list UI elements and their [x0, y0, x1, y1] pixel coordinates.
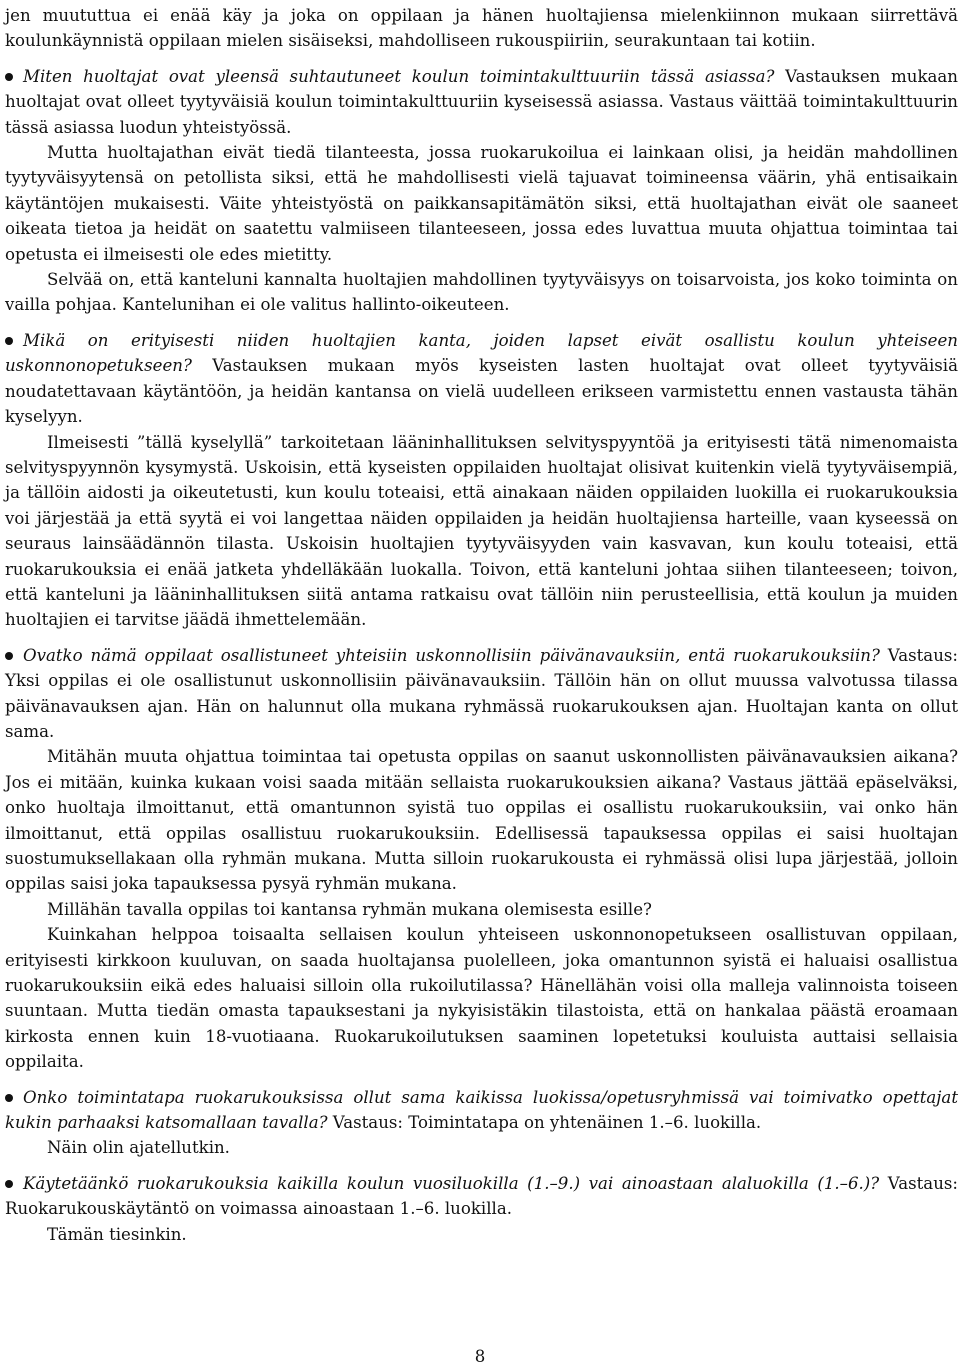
question-item [5, 1085, 958, 1161]
answer-text: Vastauksen mukaan myös kyseisten lasten huoltajat ovat olleet tyytyväisiä noudatettavaan käytäntöön, ja heidän kantansa on vielä uudelleen erikseen varmistettu ennen vastausta tähän kyselyyn. [5, 356, 958, 427]
answer-text: Vastaus: Toimintatapa on yhtenäinen 1.–6. luokilla. [332, 1113, 762, 1133]
bullet-icon [5, 652, 13, 660]
question-item [5, 64, 958, 318]
question-item [5, 328, 958, 633]
commentary-paragraph: Kuinkahan helppoa toisaalta sellaisen koulun yhteiseen uskonnonopetukseen osallistuvan oppilaan, erityisesti kirkkoon kuuluvan, on saada huoltajansa puolelleen, joka omantunnon syistä ei haluaisi osallistua ruokarukouksiin eikä edes haluaisi silloin olla rukoilutilassa? Hänellähän voisi olla malleja valinnoista toiseen suuntaan. Mutta tiedän omasta tapauksestani ja nykyisistäkin tilastoista, että on hankalaa päästä eroamaan kirkosta ennen kuin 18-vuotiaana. Ruokarukoilutuksen saaminen lopetetuksi kouluista auttaisi sellaisia oppilaita. [5, 925, 958, 1072]
answer-text: Vastauksen mukaan huoltajat ovat olleet tyytyväisiä koulun toimintakulttuuriin kyseisessä asiassa. Vastaus väittää toimintakulttuurin tässä asiassa luodun yhteistyössä. [5, 66, 958, 137]
bullet-icon [5, 73, 13, 81]
question-paragraph [5, 643, 958, 745]
question-paragraph [5, 1085, 958, 1136]
answer-text: Vastaus: Ruokarukouskäytäntö on voimassa ainoastaan 1.–6. luokilla. [5, 1173, 958, 1219]
page-number: 8 [474, 1347, 486, 1366]
commentary-paragraph: Mitähän muuta ohjattua toimintaa tai opetusta oppilas on saanut uskonnollisten päivänavauksien aikana? Jos ei mitään, kuinka kukaan voisi saada mitään sellaista ruokarukouksien aikana? Vastaus jättää epäselväksi, onko huoltaja ilmoittanut, että omantunnon syistä tuo oppilas ei osallistu ruokarukouksiin, vai onko hän ilmoittanut, että oppilas osallistuu ruokarukouksiin. Edellisessä tapauksessa oppilas ei saisi huoltajan suostumuksellakaan olla ryhmän mukana. Mutta silloin ruokarukousta ei ryhmässä olisi lupa järjestää, jolloin oppilas saisi joka tapauksessa pysyä ryhmän mukana. [5, 747, 958, 894]
commentary-paragraph: Selvää on, että kanteluni kannalta huoltajien mahdollinen tyytyväisyys on toisarvoista, jos koko toiminta on vailla pohjaa. Kantelunihan ei ole valitus hallinto-oikeuteen. [5, 270, 958, 315]
question-text: Onko toimintatapa ruokarukouksissa ollut sama kaikissa luokissa/opetusryhmissä vai toimivatko opettajat kukin parhaaksi katsomallaan tavalla? [5, 1087, 958, 1133]
bullet-icon [5, 337, 13, 345]
question-text: Miten huoltajat ovat yleensä suhtautuneet koulun toimintakulttuuriin tässä asiassa? [23, 66, 775, 86]
question-text: Käytetäänkö ruokarukouksia kaikilla koulun vuosiluokilla (1.–9.) vai ainoastaan alaluokilla (1.–6.)? [23, 1173, 880, 1193]
question-paragraph [5, 328, 958, 430]
question-paragraph [5, 1171, 958, 1222]
question-item [5, 643, 958, 1075]
commentary-paragraph: Tämän tiesinkin. [47, 1224, 187, 1244]
intro-paragraph: jen muututtua ei enää käy ja joka on oppilaan ja hänen huoltajiensa mielenkiinnon mukaan siirrettävä koulunkäynnistä oppilaan mielen sisäiseksi, mahdolliseen rukouspiiriin, seurakuntaan tai kotiin. [5, 6, 958, 51]
question-list [5, 64, 958, 1247]
question-text: Mikä on erityisesti niiden huoltajien kanta, joiden lapset eivät osallistu koulun yhteiseen uskonnonopetukseen? [5, 330, 958, 376]
question-item [5, 1171, 958, 1247]
question-paragraph [5, 64, 958, 140]
commentary-paragraph: Näin olin ajatellutkin. [47, 1138, 230, 1158]
question-text: Ovatko nämä oppilaat osallistuneet yhteisiin uskonnollisiin päivänavauksiin, entä ruokarukouksiin? [23, 645, 880, 665]
commentary-paragraph: Ilmeisesti ”tällä kyselyllä” tarkoitetaan lääninhallituksen selvityspyyntöä ja erityisesti tätä nimenomaista selvityspyynnön kysymystä. Uskoisin, että kyseisten oppilaiden huoltajat olisivat kuitenkin vielä tyytyväisempiä, ja tällöin aidosti ja oikeutetusti, kun koulu toteaisi, että ainakaan näiden oppilaiden luokilla ei ruokarukouksia voi järjestää ja että syytä ei voi langettaa näiden oppilaiden ja heidän huoltajiensa harteille, vaan kyseessä on seuraus lainsäädännön tilasta. Uskoisin huoltajien tyytyväisyyden vain kasvavan, kun koulu toteaisi, että ruokarukouksia ei enää jatketa yhdelläkään luokalla. Toivon, että kanteluni johtaa siihen tilanteeseen; toivon, että kanteluni ja lääninhallituksen siitä antama ratkaisu ovat tällöin niin perusteellisia, että koulun ja muiden huoltajien ei tarvitse jäädä ihmettelemään. [5, 432, 958, 630]
bullet-icon [5, 1180, 13, 1188]
document-page [5, 3, 958, 1247]
bullet-icon [5, 1094, 13, 1102]
answer-text: Vastaus: Yksi oppilas ei ole osallistunut uskonnollisiin päivänavauksiin. Tällöin hän on ollut muussa valvotussa tilassa päivänavauksen ajan. Hän on halunnut olla mukana ryhmässä ruokarukouksen ajan. Huoltajan kanta on ollut sama. [5, 645, 958, 741]
commentary-paragraph: Millähän tavalla oppilas toi kantansa ryhmän mukana olemisesta esille? [47, 899, 652, 919]
commentary-paragraph: Mutta huoltajathan eivät tiedä tilanteesta, jossa ruokarukoilua ei lainkaan olisi, ja heidän mahdollinen tyytyväisyytensä on petollista siksi, että he mahdollisesti vielä tajuavat toimineensa väärin, yhä entisaikain käytäntöjen mukaisesti. Väite yhteistyöstä on paikkansapitämätön siksi, että huoltajathan eivät ole saaneet oikeata tietoa ja heidät on saatettu valmiiseen tilanteeseen, jossa edes luvattua muuta ohjattua toimintaa tai opetusta ei ilmeisesti ole edes mietitty. [5, 143, 958, 264]
